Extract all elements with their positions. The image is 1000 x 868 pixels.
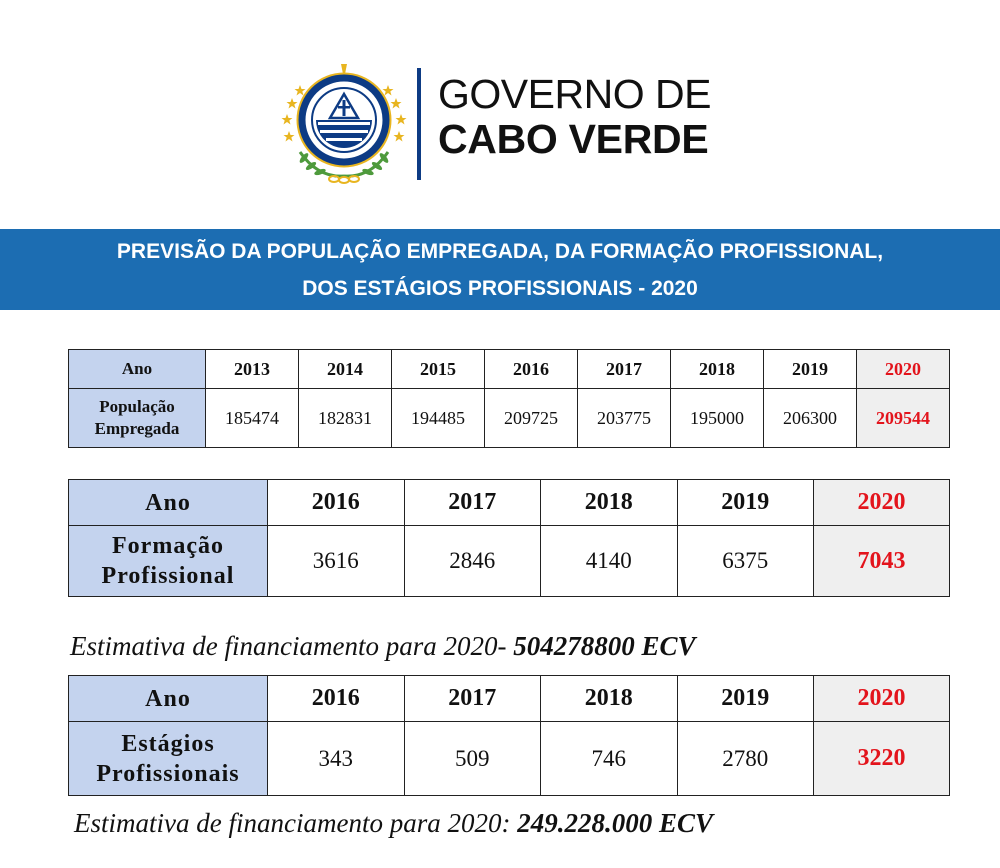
table-row — [69, 526, 950, 597]
row-label-cell — [69, 526, 268, 597]
banner-line-2: DOS ESTÁGIOS PROFISSIONAIS - 2020 — [302, 276, 698, 300]
highlight-year-cell: 2020 — [814, 480, 950, 526]
value-cell: 182831 — [299, 389, 392, 448]
value-cell: 195000 — [671, 389, 764, 448]
header-label-cell: Ano — [69, 480, 268, 526]
estimate-prefix: Estimativa de financiamento para 2020- — [70, 631, 514, 661]
banner-line-1: PREVISÃO DA POPULAÇÃO EMPREGADA, DA FORMAÇÃO PROFISSIONAL, — [116, 239, 884, 263]
employed-population-table — [68, 349, 950, 448]
year-cell: 2018 — [671, 350, 764, 389]
value-cell: 6375 — [677, 526, 814, 597]
logo-wordmark — [438, 71, 711, 162]
value-cell: 194485 — [392, 389, 485, 448]
year-cell: 2018 — [541, 480, 678, 526]
highlight-value-cell: 3220 — [814, 722, 950, 796]
value-cell: 746 — [541, 722, 678, 796]
year-cell: 2016 — [268, 676, 405, 722]
year-cell: 2019 — [677, 480, 814, 526]
training-funding-estimate — [70, 631, 695, 662]
logo-line-1: GOVERNO DE — [438, 71, 711, 117]
table-header-row — [69, 480, 950, 526]
value-cell: 4140 — [541, 526, 678, 597]
year-cell: 2017 — [404, 480, 541, 526]
estimate-amount: 504278800 ECV — [513, 631, 696, 661]
table-header-row — [69, 676, 950, 722]
row-label-cell — [69, 389, 206, 448]
estimate-amount: 249.228.000 ECV — [517, 808, 713, 838]
value-cell: 2780 — [677, 722, 814, 796]
government-logo — [278, 60, 718, 185]
internships-funding-estimate — [74, 808, 713, 839]
year-cell: 2013 — [206, 350, 299, 389]
year-cell: 2019 — [677, 676, 814, 722]
table-row — [69, 389, 950, 448]
highlight-year-cell: 2020 — [857, 350, 950, 389]
value-cell: 2846 — [404, 526, 541, 597]
value-cell: 509 — [404, 722, 541, 796]
value-cell: 343 — [268, 722, 405, 796]
logo-divider — [417, 68, 421, 180]
row-label-line: População — [99, 397, 175, 416]
table-row — [69, 722, 950, 796]
title-banner — [0, 229, 1000, 310]
row-label-line: Profissional — [101, 563, 235, 589]
year-cell: 2018 — [541, 676, 678, 722]
row-label-cell — [69, 722, 268, 796]
professional-training-table — [68, 479, 950, 597]
row-label-line: Profissionais — [96, 760, 240, 787]
year-cell: 2019 — [764, 350, 857, 389]
estimate-prefix: Estimativa de financiamento para 2020: — [74, 808, 518, 838]
value-cell: 203775 — [578, 389, 671, 448]
year-cell: 2017 — [578, 350, 671, 389]
year-cell: 2015 — [392, 350, 485, 389]
table-header-row — [69, 350, 950, 389]
header-label-cell: Ano — [69, 350, 206, 389]
year-cell: 2016 — [485, 350, 578, 389]
value-cell: 206300 — [764, 389, 857, 448]
logo-line-2: CABO VERDE — [438, 116, 709, 162]
value-cell: 3616 — [268, 526, 405, 597]
highlight-value-cell: 209544 — [857, 389, 950, 448]
value-cell: 209725 — [485, 389, 578, 448]
year-cell: 2014 — [299, 350, 392, 389]
coat-of-arms-icon — [278, 60, 410, 185]
year-cell: 2016 — [268, 480, 405, 526]
highlight-value-cell: 7043 — [814, 526, 950, 597]
row-label-line: Empregada — [94, 419, 180, 438]
row-label-line: Estágios — [121, 730, 215, 757]
row-label-line: Formação — [112, 533, 224, 559]
header-label-cell: Ano — [69, 676, 268, 722]
highlight-year-cell: 2020 — [814, 676, 950, 722]
internships-table — [68, 675, 950, 796]
value-cell: 185474 — [206, 389, 299, 448]
year-cell: 2017 — [404, 676, 541, 722]
